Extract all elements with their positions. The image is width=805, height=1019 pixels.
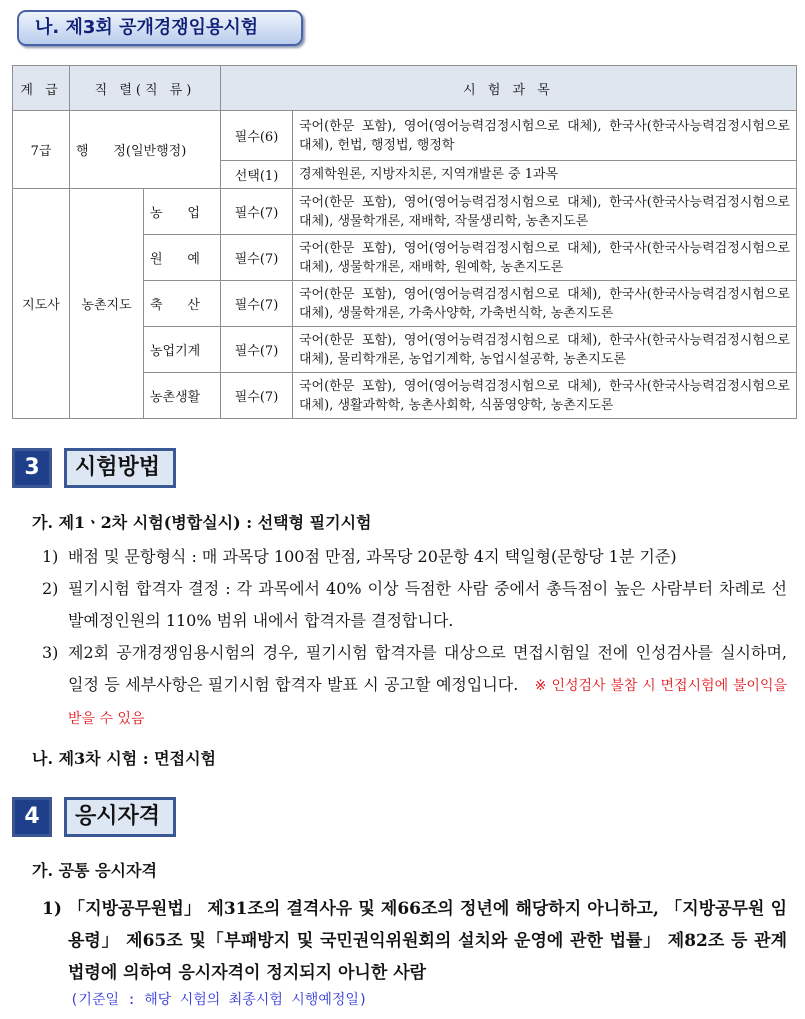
section-heading-exam-method: 시험방법 [64,448,176,488]
item-text: 배점 및 문항형식 : 매 과목당 100점 만점, 과목당 20문항 4지 택일형(문항당 1분 기준) [68,547,677,566]
item-number: 1) [42,899,62,919]
field-livestock: 축 산 [144,281,221,327]
opt-subjects: 경제학원론, 지방자치론, 지역개발론 중 1과목 [293,161,797,189]
reference-date-note: (기준일 : 해당 시험의 최종시험 시행예정일) [70,992,368,1008]
field-hort: 원 예 [144,235,221,281]
list-item [42,541,787,573]
exam-method-na: 나. 제3차 시험 : 면접시험 [32,749,216,768]
field-label: 필수(7) [221,327,293,373]
table-row [13,111,797,161]
field-label: 필수(7) [221,281,293,327]
exam-method-ga: 가. 제1ㆍ2차 시험(병합실시) : 선택형 필기시험 [32,513,372,532]
field-label: 필수(7) [221,235,293,281]
grade-guide: 지도사 [13,189,70,419]
series-guide: 농촌지도 [70,189,144,419]
item-number: 2) [42,579,59,598]
field-label: 필수(7) [221,373,293,419]
section-title-exam-3: 나. 제3회 공개경쟁임용시험 [17,10,303,46]
item-text: 필기시험 합격자 결정 : 각 과목에서 40% 이상 득점한 사람 중에서 총득점이 높은 사람부터 차례로 선발예정인원의 110% 범위 내에서 합격자를 결정합니다. [68,579,787,630]
field-agri: 농 업 [144,189,221,235]
req-label: 필수(6) [221,111,293,161]
table-header-row [13,66,797,111]
item-number: 1) [42,547,59,566]
item-text: 「지방공무원법」 제31조의 결격사유 및 제66조의 정년에 해당하지 아니하고, 「지방공무원 임용령」 제65조 및「부패방지 및 국민권익위원회의 설치와 운영에 관한 법률」 제82조 등 관계법령에 의하여 응시자격이 정지되지 아니한 사람 [68,899,787,983]
warning-note: ※ 인성검사 불참 시 면접시험에 불이익을 받을 수 있음 [68,678,787,727]
field-label: 필수(7) [221,189,293,235]
table-row [13,189,797,235]
list-item [42,573,787,637]
header-series: 직 렬(직 류) [70,66,221,111]
exam-subject-table [12,65,797,419]
header-grade: 계 급 [13,66,70,111]
field-machinery: 농업기계 [144,327,221,373]
eligibility-ga: 가. 공통 응시자격 [32,861,157,880]
field-subjects: 국어(한문 포함), 영어(영어능력검정시험으로 대체), 한국사(한국사능력검정시험으로 대체), 생물학개론, 재배학, 원예학, 농촌지도론 [293,235,797,281]
list-item [42,637,787,735]
section-heading-eligibility: 응시자격 [64,797,176,837]
item-text-wrap [68,637,787,735]
section-number-4: 4 [12,797,52,837]
field-subjects: 국어(한문 포함), 영어(영어능력검정시험으로 대체), 한국사(한국사능력검정시험으로 대체), 생물학개론, 재배학, 작물생리학, 농촌지도론 [293,189,797,235]
list-item [42,893,787,989]
item-number: 3) [42,643,59,662]
opt-label: 선택(1) [221,161,293,189]
req-subjects: 국어(한문 포함), 영어(영어능력검정시험으로 대체), 한국사(한국사능력검정시험으로 대체), 헌법, 행정법, 행정학 [293,111,797,161]
field-subjects: 국어(한문 포함), 영어(영어능력검정시험으로 대체), 한국사(한국사능력검정시험으로 대체), 생물학개론, 가축사양학, 가축번식학, 농촌지도론 [293,281,797,327]
section-number-3: 3 [12,448,52,488]
field-subjects: 국어(한문 포함), 영어(영어능력검정시험으로 대체), 한국사(한국사능력검정시험으로 대체), 생활과학학, 농촌사회학, 식품영양학, 농촌지도론 [293,373,797,419]
grade-7: 7급 [13,111,70,189]
field-rural-life: 농촌생활 [144,373,221,419]
field-subjects: 국어(한문 포함), 영어(영어능력검정시험으로 대체), 한국사(한국사능력검정시험으로 대체), 물리학개론, 농업기계학, 농업시설공학, 농촌지도론 [293,327,797,373]
header-subjects: 시 험 과 목 [221,66,797,111]
item-text: 제2회 공개경쟁임용시험의 경우, 필기시험 합격자를 대상으로 면접시험일 전에 인성검사를 실시하며, 일정 등 세부사항은 필기시험 합격자 발표 시 공고할 예정입니다. [68,643,787,694]
series-admin: 행 정(일반행정) [70,111,221,189]
